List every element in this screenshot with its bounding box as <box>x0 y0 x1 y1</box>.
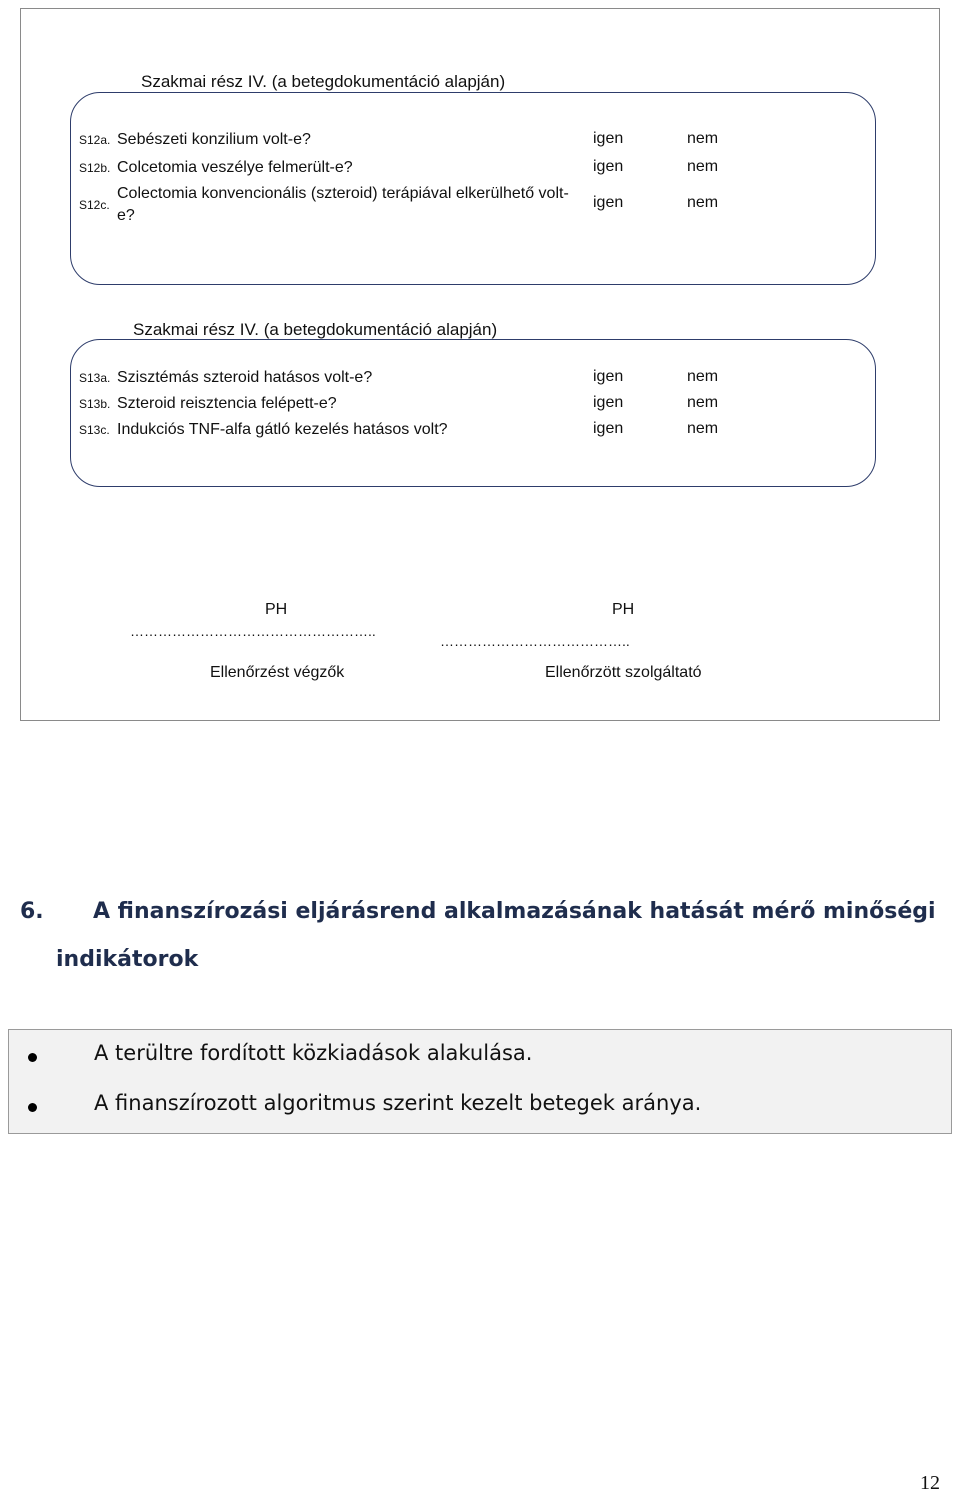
section-6-title-line-2: indikátorok <box>56 947 199 972</box>
question-row-s13a <box>0 366 960 390</box>
question-row-s13b <box>0 392 960 416</box>
question-code: S13a. <box>79 371 111 385</box>
signature-line-right[interactable]: ………………………………….. <box>440 633 630 649</box>
question-text: Indukciós TNF-alfa gátló kezelés hatásos volt? <box>117 421 448 438</box>
answer-no-option[interactable]: nem <box>687 130 719 147</box>
answer-yes-option[interactable]: igen <box>593 368 624 385</box>
section-13-heading: Szakmai rész IV. (a betegdokumentáció alapján) <box>133 320 498 339</box>
answer-no-option[interactable]: nem <box>687 158 719 175</box>
question-row-s12c <box>0 182 960 226</box>
list-item-text: A terültre fordított közkiadások alakulása. <box>94 1041 533 1065</box>
question-row-s13c <box>0 418 960 442</box>
stamp-placeholder-left: PH <box>265 601 288 618</box>
signature-line-left[interactable]: …………………………………………….. <box>130 623 376 639</box>
question-code: S13b. <box>79 397 111 411</box>
question-text: Colcetomia veszélye felmerült-e? <box>117 159 353 176</box>
answer-yes-option[interactable]: igen <box>593 158 624 175</box>
answer-yes-option[interactable]: igen <box>593 194 624 211</box>
stamp-placeholder-right: PH <box>612 601 635 618</box>
page-number: 12 <box>920 1472 940 1494</box>
signature-label-right: Ellenőrzött szolgáltató <box>545 664 702 681</box>
question-code: S12b. <box>79 161 111 175</box>
question-code: S12c. <box>79 198 110 212</box>
list-item <box>9 1087 951 1127</box>
list-item-text: A finanszírozott algoritmus szerint kezelt betegek aránya. <box>94 1091 702 1115</box>
indicator-list <box>8 1029 952 1134</box>
answer-yes-option[interactable]: igen <box>593 394 624 411</box>
question-row-s12b <box>0 156 960 180</box>
bullet-icon <box>28 1103 37 1112</box>
question-text: Sebészeti konzilium volt-e? <box>117 131 311 148</box>
section-12-heading: Szakmai rész IV. (a betegdokumentáció alapján) <box>141 72 506 91</box>
question-code: S12a. <box>79 133 111 147</box>
question-text: Szisztémás szteroid hatásos volt-e? <box>117 369 373 386</box>
question-text-line-2: e? <box>117 207 135 224</box>
answer-no-option[interactable]: nem <box>687 194 719 211</box>
question-code: S13c. <box>79 423 110 437</box>
question-text: Szteroid reisztencia felépett-e? <box>117 395 337 412</box>
bullet-icon <box>28 1053 37 1062</box>
answer-no-option[interactable]: nem <box>687 420 719 437</box>
question-row-s12a <box>0 128 960 152</box>
section-6-title-line-1: A finanszírozási eljárásrend alkalmazásának hatását mérő minőségi <box>93 899 936 924</box>
answer-no-option[interactable]: nem <box>687 394 719 411</box>
answer-no-option[interactable]: nem <box>687 368 719 385</box>
section-6-number: 6. <box>20 899 44 924</box>
question-text-line-1: Colectomia konvencionális (szteroid) terápiával elkerülhető volt- <box>117 185 569 202</box>
list-item <box>9 1037 951 1077</box>
signature-label-left: Ellenőrzést végzők <box>210 664 345 681</box>
answer-yes-option[interactable]: igen <box>593 130 624 147</box>
answer-yes-option[interactable]: igen <box>593 420 624 437</box>
